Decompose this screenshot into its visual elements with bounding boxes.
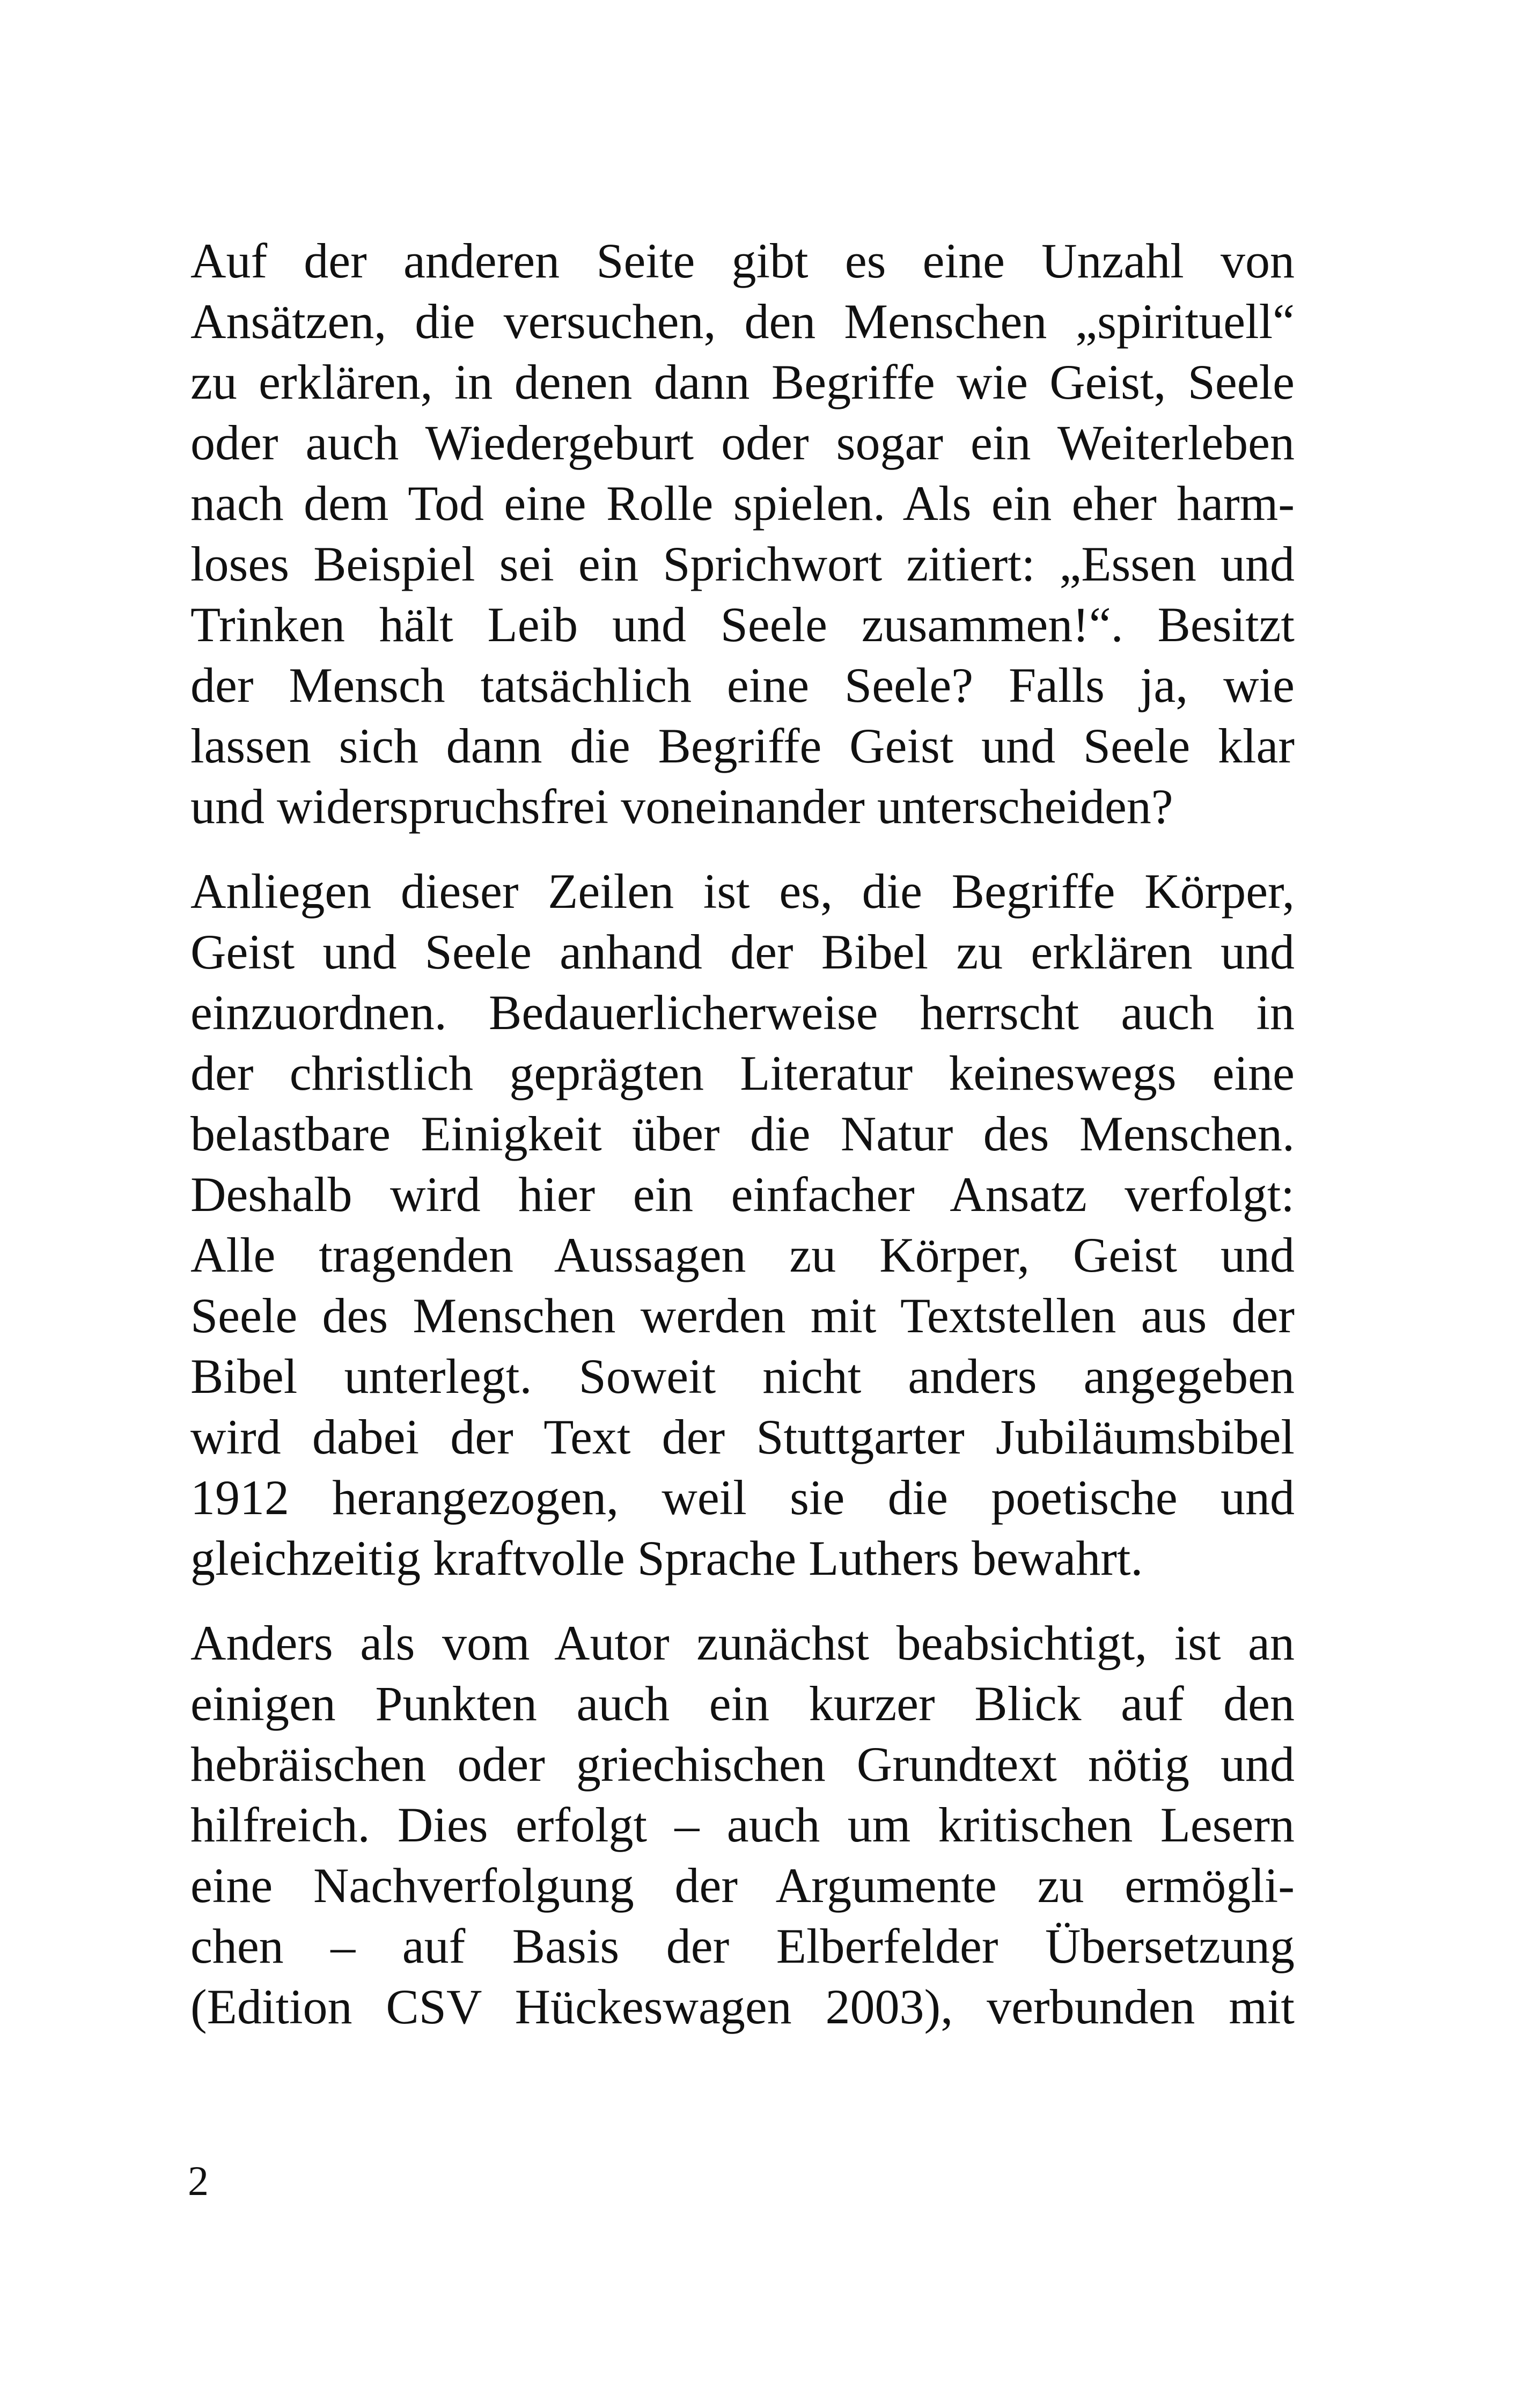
- text-line: hebräischen oder griechischen Grundtext nötig und: [190, 1737, 1295, 1792]
- text-line: chen – auf Basis der Elberfelder Übersetzung: [190, 1919, 1295, 1973]
- text-line: Alle tragenden Aussagen zu Körper, Geist und: [190, 1228, 1295, 1282]
- text-line: (Edition CSV Hückeswagen 2003), verbunden mit: [190, 1979, 1295, 2034]
- text-line: einzuordnen. Bedauerlicherweise herrscht auch in: [190, 985, 1295, 1040]
- text-line: eine Nachverfolgung der Argumente zu ermögli-: [190, 1858, 1295, 1913]
- paragraph-1: [190, 231, 1295, 837]
- text-line: lassen sich dann die Begriffe Geist und Seele klar: [190, 718, 1295, 773]
- text-line: der Mensch tatsächlich eine Seele? Falls ja, wie: [190, 658, 1295, 713]
- text-line: Deshalb wird hier ein einfacher Ansatz verfolgt:: [190, 1167, 1295, 1222]
- text-line: zu erklären, in denen dann Begriffe wie Geist, Seele: [190, 355, 1295, 409]
- text-line: nach dem Tod eine Rolle spielen. Als ein eher harm-: [190, 476, 1295, 531]
- text-line: Anders als vom Autor zunächst beabsichtigt, ist an: [190, 1616, 1295, 1670]
- text-line: Anliegen dieser Zeilen ist es, die Begriffe Körper,: [190, 864, 1295, 919]
- text-line: und widerspruchsfrei voneinander unterscheiden?: [190, 779, 1173, 834]
- text-line: einigen Punkten auch ein kurzer Blick auf den: [190, 1676, 1295, 1731]
- text-line: Auf der anderen Seite gibt es eine Unzahl von: [190, 233, 1295, 288]
- text-line: Trinken hält Leib und Seele zusammen!“. Besitzt: [190, 597, 1295, 652]
- text-line: Bibel unterlegt. Soweit nicht anders angegeben: [190, 1349, 1295, 1404]
- text-line: der christlich geprägten Literatur keineswegs eine: [190, 1046, 1295, 1100]
- paragraph-3: [190, 1613, 1295, 2037]
- page-number: 2: [188, 2157, 209, 2204]
- body-text: [190, 231, 1295, 2037]
- text-line: Ansätzen, die versuchen, den Menschen „spirituell“: [190, 294, 1295, 349]
- text-line: wird dabei der Text der Stuttgarter Jubiläumsbibel: [190, 1409, 1295, 1464]
- text-line: hilfreich. Dies erfolgt – auch um kritischen Lesern: [190, 1797, 1295, 1852]
- text-line: belastbare Einigkeit über die Natur des Menschen.: [190, 1106, 1295, 1161]
- paragraph-2: [190, 861, 1295, 1589]
- text-line: 1912 herangezogen, weil sie die poetische und: [190, 1470, 1295, 1525]
- text-line: oder auch Wiedergeburt oder sogar ein Weiterleben: [190, 415, 1295, 470]
- text-line: loses Beispiel sei ein Sprichwort zitiert: „Essen und: [190, 537, 1295, 591]
- text-line: Geist und Seele anhand der Bibel zu erklären und: [190, 924, 1295, 979]
- text-line: gleichzeitig kraftvolle Sprache Luthers bewahrt.: [190, 1531, 1143, 1585]
- text-line: Seele des Menschen werden mit Textstellen aus der: [190, 1288, 1295, 1343]
